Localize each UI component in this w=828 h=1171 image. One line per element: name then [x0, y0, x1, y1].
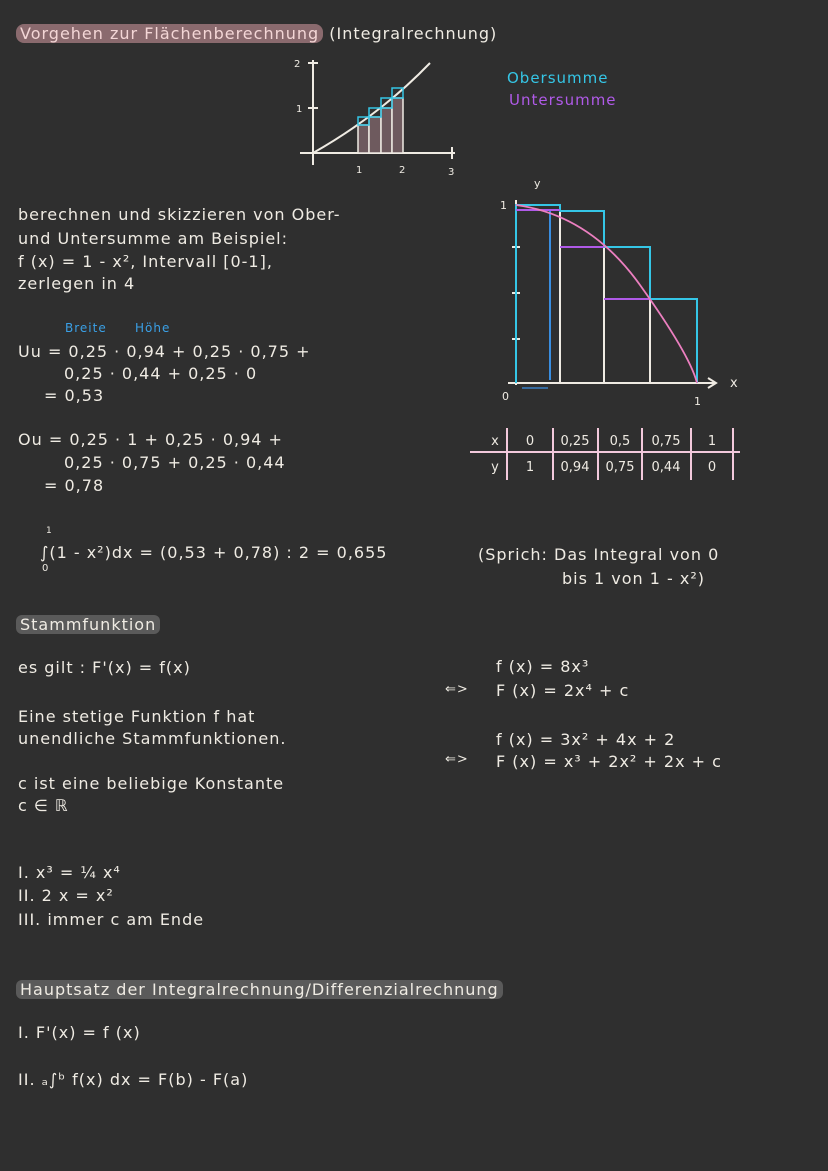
- tick-x-1: 1: [356, 165, 363, 176]
- example1-F: F (x) = 2x⁴ + c: [496, 681, 630, 700]
- integral-lower: 0: [42, 563, 50, 574]
- title-sub: (Integralrechnung): [329, 24, 498, 43]
- graph-obersumme-untersumme: [280, 55, 470, 180]
- stammfunktion-heading-text: Stammfunktion: [16, 615, 160, 634]
- constant-line-2: c ∈ ℝ: [18, 796, 69, 815]
- legend-untersumme: Untersumme: [509, 91, 617, 109]
- equivalence-arrow: ⇐>: [445, 682, 469, 697]
- obersumme-result: = 0,78: [44, 476, 105, 495]
- table-y-cell: 1: [525, 460, 535, 475]
- example-line-2: und Untersumme am Beispiel:: [18, 229, 289, 248]
- constant-line-1: c ist eine beliebige Konstante: [18, 774, 285, 793]
- origin-label: 0: [502, 390, 509, 403]
- example-line-4: zerlegen in 4: [18, 274, 136, 293]
- integral-note-1: (Sprich: Das Integral von 0: [478, 545, 720, 564]
- value-table: [465, 425, 745, 485]
- rule-2: II. 2 x = x²: [18, 886, 114, 905]
- label-breite: Breite: [65, 321, 107, 335]
- table-y-cell: 0: [707, 460, 717, 475]
- example1-f: f (x) = 8x³: [496, 657, 590, 676]
- example2-F: F (x) = x³ + 2x² + 2x + c: [496, 752, 722, 771]
- integral-note-2: bis 1 von 1 - x²): [562, 569, 706, 588]
- label-hoehe: Höhe: [135, 321, 171, 335]
- tick-x-2: 2: [399, 165, 406, 176]
- untersumme-line-2: 0,25 · 0,44 + 0,25 · 0: [64, 364, 258, 383]
- example-line-1: berechnen und skizzieren von Ober-: [18, 205, 341, 224]
- obersumme-line-1: Ou = 0,25 · 1 + 0,25 · 0,94 +: [18, 430, 283, 449]
- stetig-line-1: Eine stetige Funktion f hat: [18, 707, 256, 726]
- untersumme-line-1: Uu = 0,25 · 0,94 + 0,25 · 0,75 +: [18, 342, 311, 361]
- page-title: [16, 24, 497, 43]
- stetig-line-2: unendliche Stammfunktionen.: [18, 729, 287, 748]
- hauptsatz-i: I. F'(x) = f (x): [18, 1023, 141, 1042]
- table-x-cell: 0,75: [651, 434, 681, 449]
- legend-obersumme: Obersumme: [507, 69, 609, 87]
- table-y-cell: 0,44: [651, 460, 681, 475]
- table-x-cell: 0,25: [560, 434, 590, 449]
- rule-1: I. x³ = ¼ x⁴: [18, 863, 121, 882]
- hauptsatz-heading-text: Hauptsatz der Integralrechnung/Differenzialrechnung: [16, 980, 503, 999]
- graph-1-minus-x-squared: [490, 175, 750, 410]
- stammfunktion-heading: [16, 615, 160, 634]
- table-y-cell: 0,75: [605, 460, 635, 475]
- tick-y-1: 1: [296, 104, 303, 115]
- x-one-label: 1: [694, 395, 701, 408]
- y-one-label: 1: [500, 199, 507, 212]
- example-line-3: f (x) = 1 - x², Intervall [0-1],: [18, 252, 273, 271]
- table-x-cell: 0: [525, 434, 535, 449]
- table-y-cell: 0,94: [560, 460, 590, 475]
- table-x-cell: 1: [707, 434, 717, 449]
- untersumme-result: = 0,53: [44, 386, 105, 405]
- tick-y-2: 2: [294, 59, 301, 70]
- table-y-header: y: [491, 460, 499, 475]
- example2-f: f (x) = 3x² + 4x + 2: [496, 730, 676, 749]
- hauptsatz-heading: [16, 980, 503, 999]
- integral-upper: 1: [46, 526, 53, 536]
- y-axis-label: y: [534, 177, 541, 190]
- table-x-cell: 0,5: [609, 434, 631, 449]
- table-x-header: x: [491, 434, 499, 449]
- x-axis-label: x: [730, 376, 738, 391]
- title-main: Vorgehen zur Flächenberechnung: [16, 24, 323, 43]
- es-gilt: es gilt : F'(x) = f(x): [18, 658, 191, 677]
- rule-3: III. immer c am Ende: [18, 910, 205, 929]
- equivalence-arrow: ⇐>: [445, 752, 469, 767]
- integral-expression: ∫(1 - x²)dx = (0,53 + 0,78) : 2 = 0,655: [40, 543, 388, 562]
- hauptsatz-ii: II. ₐ∫ᵇ f(x) dx = F(b) - F(a): [18, 1070, 249, 1089]
- obersumme-line-2: 0,25 · 0,75 + 0,25 · 0,44: [64, 453, 286, 472]
- tick-x-3: 3: [448, 167, 455, 178]
